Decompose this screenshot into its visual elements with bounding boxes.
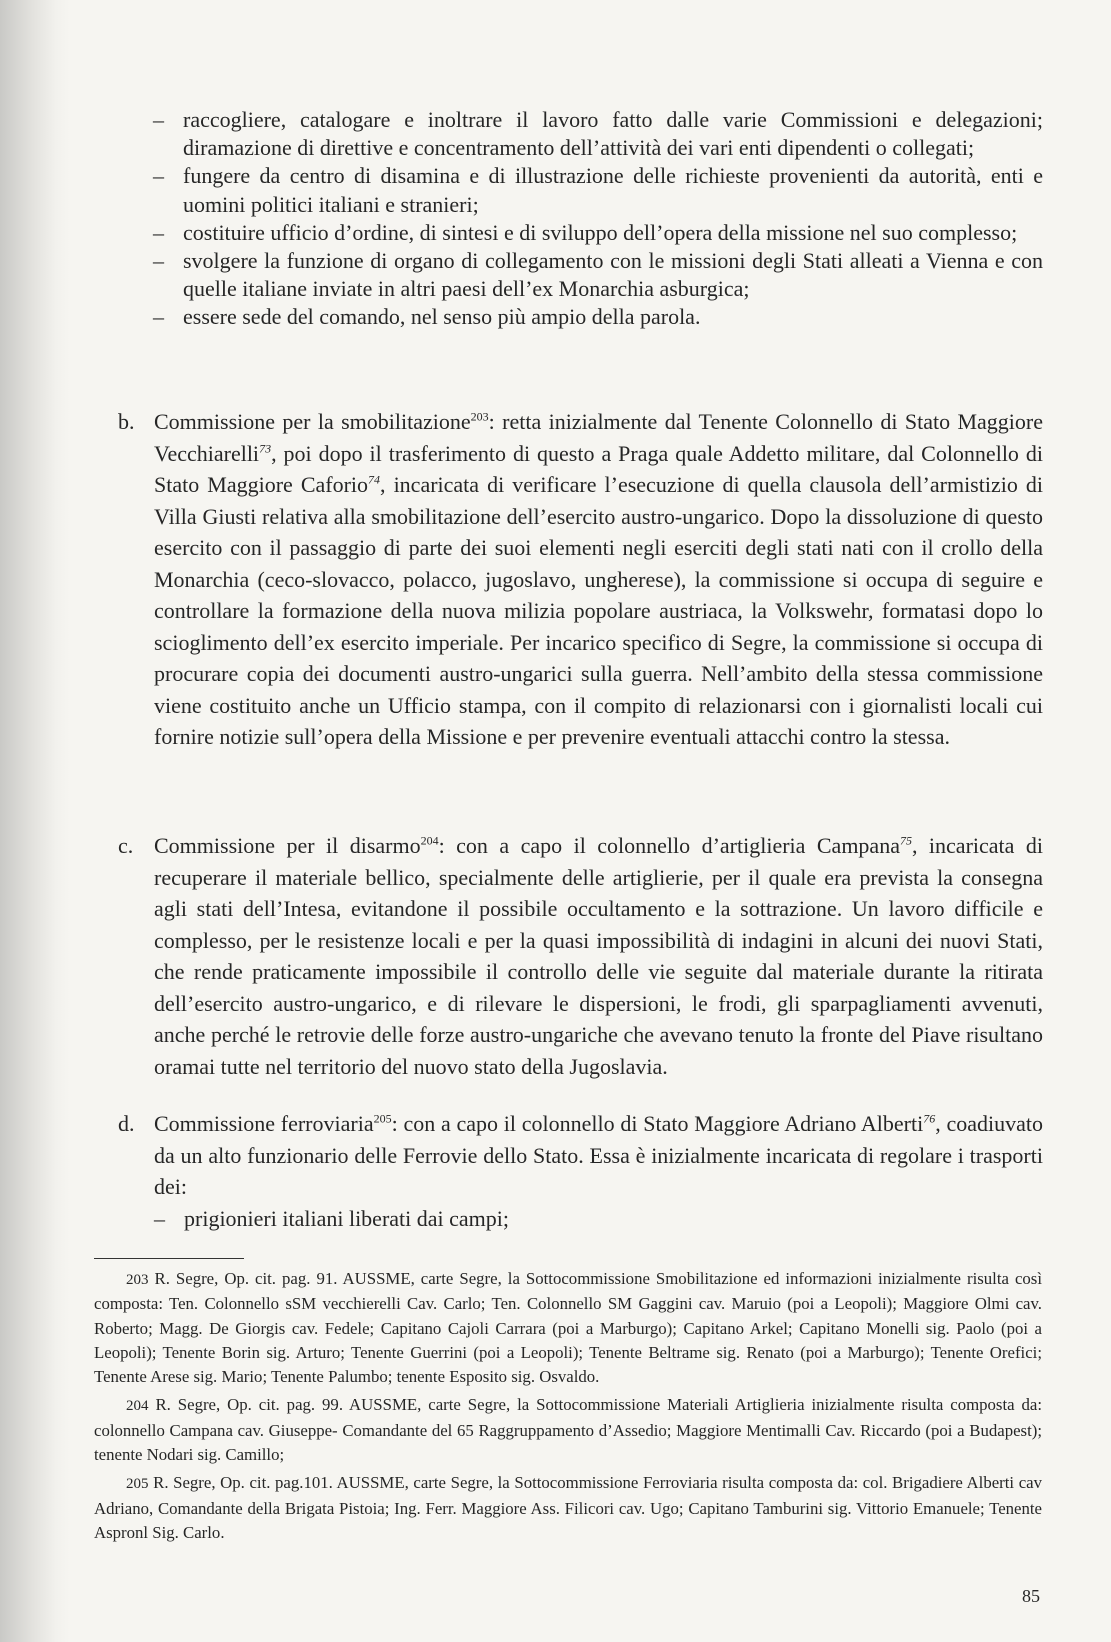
list-item: – costituire ufficio d’ordine, di sintesi e di sviluppo dell’opera della missione nel suo complesso;: [153, 219, 1043, 247]
list-item: – raccogliere, catalogare e inoltrare il lavoro fatto dalle varie Commissioni e delegazioni; diramazione di direttive e concentramento dell’attività dei vari enti dipendenti o collegati;: [153, 106, 1043, 162]
item-text: : con a capo il colonnello d’artiglieria Campana: [438, 833, 900, 858]
footnote-204: [94, 1393, 1042, 1467]
item-b-smobilitazione: [118, 406, 1043, 753]
item-text: Commissione per il disarmo: [154, 833, 421, 858]
footnote-ref[interactable]: 73: [259, 441, 272, 456]
page-number: 85: [1022, 1586, 1040, 1606]
footnote-205: [94, 1471, 1042, 1545]
footnote-203: [94, 1267, 1042, 1389]
footnote-ref[interactable]: 203: [470, 409, 489, 424]
footnote-text: R. Segre, Op. cit. pag. 99. AUSSME, carte Segre, la Sottocommissione Materiali Artiglieria inizialmente risulta composta da: colonnello Campana cav. Giuseppe- Comandante del 65 Raggruppamento d’Assedio; Maggiore Mentimalli Cav. Riccardo (poi a Budapest); tenente Nodari sig. Camillo;: [94, 1395, 1042, 1465]
item-text: , poi dopo il trasferimento di questo a Praga quale Addetto militare, dal Colonnello di Stato Maggiore Caforio: [154, 440, 1043, 497]
list-item: – svolgere la funzione di organo di collegamento con le missioni degli Stati alleati a Vienna e con quelle italiane inviate in altri paesi dell’ex Monarchia asburgica;: [153, 247, 1043, 303]
item-d-ferroviaria: [118, 1108, 1043, 1234]
item-text: : retta inizialmente dal Tenente Colonnello di Stato Maggiore Vecchiarelli: [154, 409, 1043, 466]
item-body: [154, 1108, 1043, 1203]
intro-dash-list: [153, 106, 1043, 332]
list-item: – essere sede del comando, nel senso più ampio della parola.: [153, 303, 1043, 331]
footnote-number: 205: [126, 1476, 149, 1493]
footnote-ref[interactable]: 74: [368, 472, 381, 487]
item-label: c.: [118, 833, 134, 858]
item-text: , incaricata di verificare l’esecuzione di quella clausola dell’armistizio di Villa Giusti relativa alla smobilitazione dell’esercito austro-ungarico. Dopo la dissoluzione di questo esercito con il passaggio di parte dei suoi elementi negli eserciti degli stati nati con il crollo della Monarchia (ceco-slovacco, polacco, jugoslavo, ungherese), la commissione si occupa di seguire e controllare la formazione della nuova milizia popolare austriaca, la Volkswehr, formatasi dopo lo scioglimento dell’ex esercito imperiale. Per incarico specifico di Segre, la commissione si occupa di procurare copia dei documenti austro-ungarici sulla guerra. Nell’ambito della stessa commissione viene costituito anche un Ufficio stampa, con il compito di relazionarsi con i giornalisti locali cui fornire notizie sull’opera della Missione e per prevenire eventuali attacchi contro la stessa.: [154, 472, 1043, 749]
item-body: [154, 830, 1043, 1082]
item-label: d.: [118, 1111, 135, 1136]
item-text: , incaricata di recuperare il materiale bellico, specialmente delle artiglierie, per il quale era prevista la consegna agli stati dell’Intesa, evitandone il possibile occultamento e la sottrazione. Un lavoro difficile e complesso, per le resistenze locali e per la quasi impossibilità di indagini in alcuni dei nuovi Stati, che rende praticamente impossibile il controllo delle vie seguite dal materiale durante la ritirata dell’esercito austro-ungarico, e di rilevare le dispersioni, le frodi, gli sparpagliamenti avvenuti, anche perché le retrovie delle forze austro-ungariche che avevano tenuto la fronte del Piave risultano oramai tutte nel territorio del nuovo stato della Jugoslavia.: [154, 833, 1043, 1079]
item-label: b.: [118, 409, 135, 434]
footnote-ref[interactable]: 76: [923, 1111, 936, 1126]
footnotes: [94, 1267, 1042, 1549]
footnote-number: 204: [126, 1398, 149, 1415]
footnote-text: R. Segre, Op. cit. pag. 91. AUSSME, carte Segre, la Sottocommissione Smobilitazione ed informazioni inizialmente risulta così composta: Ten. Colonnello sSM vecchierelli Cav. Carlo; Ten. Colonnello SM Gaggini cav. Maruio (poi a Leopoli); Maggiore Olmi cav. Roberto; Magg. De Giorgis cav. Fedele; Capitano Cajoli Carrara (poi a Marburgo); Capitano Arkel; Capitano Monelli sig. Paolo (poi a Leopoli); Tenente Borin sig. Arturo; Tenente Guerrini (poi a Leopoli); Tenente Beltrame sig. Renato (poi a Marburgo); Tenente Orefici; Tenente Arese sig. Mario; Tenente Palumbo; tenente Esposito sig. Osvaldo.: [94, 1269, 1042, 1387]
item-text: : con a capo il colonnello di Stato Maggiore Adriano Alberti: [391, 1111, 924, 1136]
item-text: , coadiuvato da un alto funzionario delle Ferrovie dello Stato. Essa è inizialmente incaricata di regolare i trasporti dei:: [154, 1111, 1043, 1199]
footnote-separator: [94, 1258, 244, 1259]
item-text: Commissione per la smobilitazione: [154, 409, 471, 434]
footnote-ref[interactable]: 75: [899, 833, 912, 848]
item-text: Commissione ferroviaria: [154, 1111, 374, 1136]
item-c-disarmo: [118, 830, 1043, 1082]
footnote-number: 203: [126, 1272, 149, 1288]
footnote-ref[interactable]: 205: [373, 1111, 392, 1126]
list-item: – fungere da centro di disamina e di illustrazione delle richieste provenienti da autorità, enti e uomini politici italiani e stranieri;: [153, 162, 1043, 218]
item-body: [154, 406, 1043, 753]
sub-list-item: – prigionieri italiani liberati dai campi;: [154, 1203, 1043, 1235]
footnote-text: R. Segre, Op. cit. pag.101. AUSSME, carte Segre, la Sottocommissione Ferroviaria risulta composta da: col. Brigadiere Alberti cav Adriano, Comandante della Brigata Pistoia; Ing. Ferr. Maggiore Ass. Filicori cav. Ugo; Capitano Tamburini sig. Vittorio Emanuele; Tenente Aspronl Sig. Carlo.: [94, 1473, 1042, 1542]
footnote-ref[interactable]: 204: [420, 833, 439, 848]
